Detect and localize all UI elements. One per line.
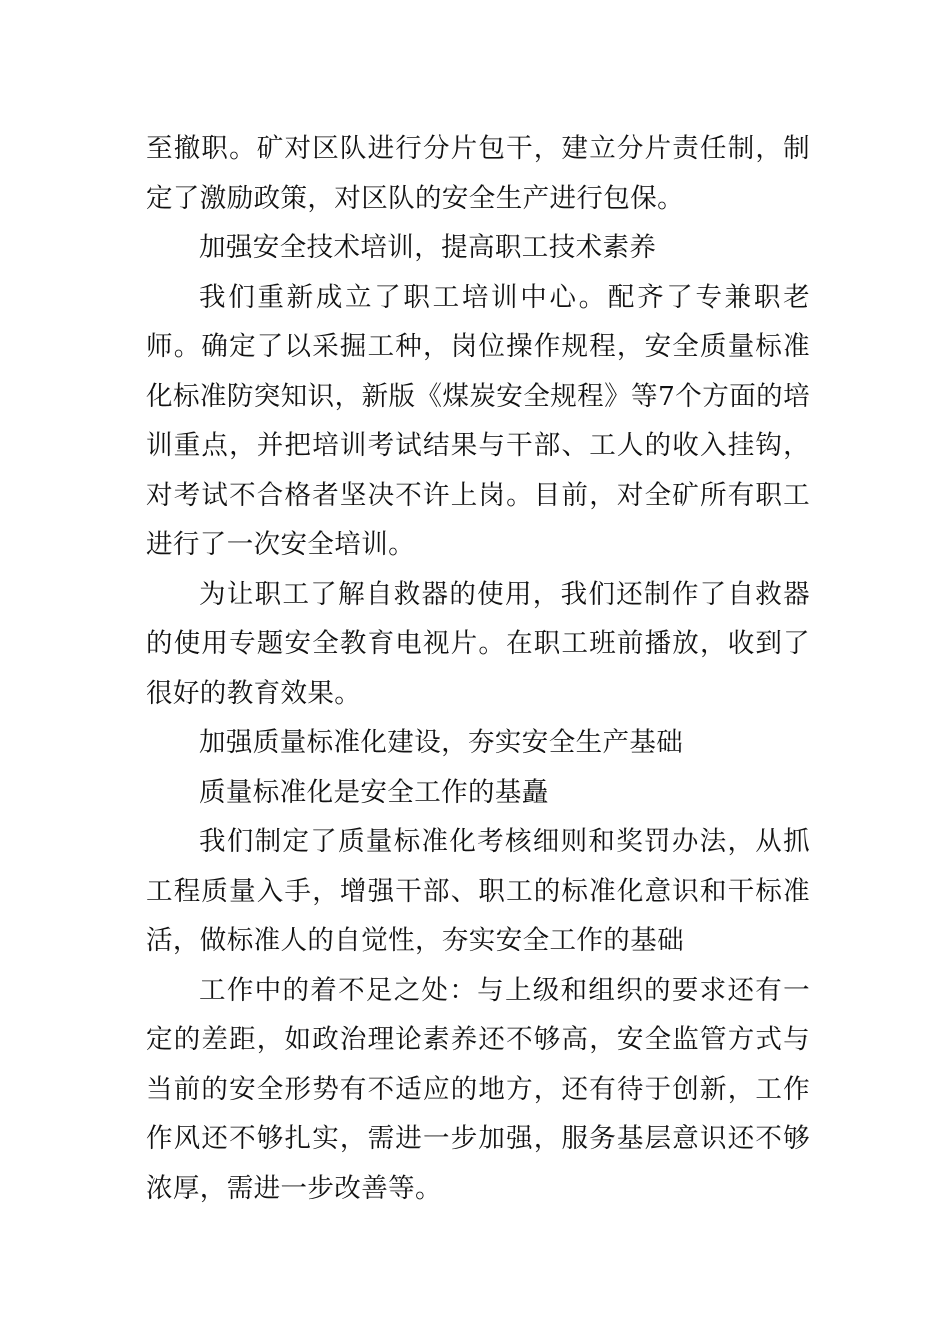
paragraph-quality-foundation: 质量标准化是安全工作的基矗 [199, 776, 549, 808]
paragraph-training-center: 我们重新成立了职工培训中心。配齐了专兼职老师。确定了以采掘工种，岗位操作规程，安全质量标准化标准防突知识，新版《煤炭安全规程》等7个方面的培训重点，并把培训考试结果与干部、工人的收入挂钩，对考试不合格者坚决不许上岗。目前，对全矿所有职工进行了一次安全培训。 [146, 281, 810, 560]
document-body [146, 124, 810, 1213]
paragraph-heading-quality: 加强质量标准化建设，夯实安全生产基础 [199, 727, 684, 758]
paragraph-quality-rules: 我们制定了质量标准化考核细则和奖罚办法，从抓工程质量入手，增强干部、职工的标准化意识和干标准活，做标准人的自觉性，夯实安全工作的基础 [146, 826, 810, 956]
paragraph-1: 至撤职。矿对区队进行分片包干，建立分片责任制，制定了激励政策，对区队的安全生产进行包保。 [146, 133, 810, 214]
paragraph-shortcomings: 工作中的着不足之处：与上级和组织的要求还有一定的差距，如政治理论素养还不够高，安全监管方式与当前的安全形势有不适应的地方，还有待于创新，工作作风还不够扎实，需进一步加强，服务基层意识还不够浓厚，需进一步改善等。 [146, 974, 810, 1204]
paragraph-self-rescuer: 为让职工了解自救器的使用，我们还制作了自救器的使用专题安全教育电视片。在职工班前播放，收到了很好的教育效果。 [146, 578, 810, 709]
paragraph-heading-training: 加强安全技术培训，提高职工技术素养 [199, 232, 657, 263]
